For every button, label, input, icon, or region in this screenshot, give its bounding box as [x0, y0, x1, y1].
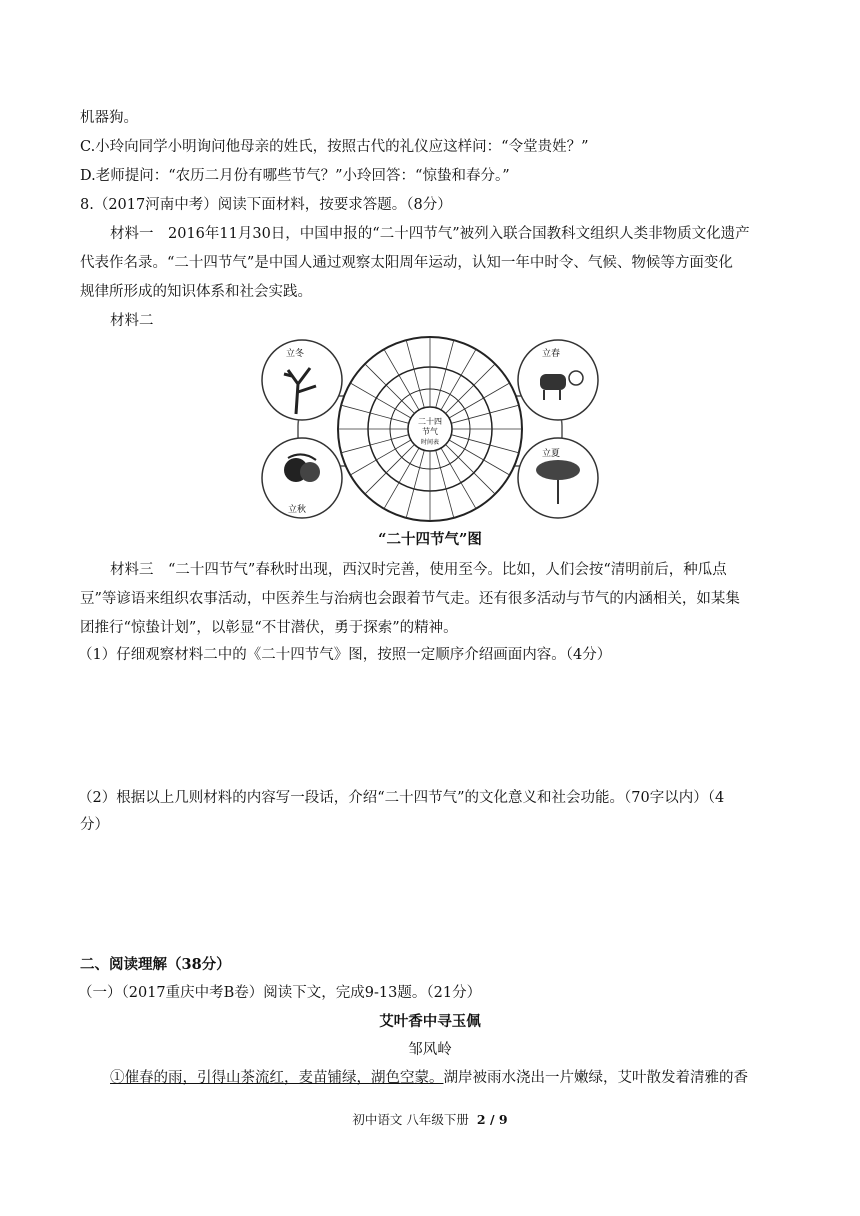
footer-page-number: 2 / 9	[476, 1112, 508, 1127]
option-c: C.小玲向同学小明询问他母亲的姓氏，按照古代的礼仪应这样问：“令堂贵姓？”	[80, 139, 589, 155]
label-lichun: 立春	[542, 348, 561, 358]
material-3-line-2: 豆”等谚语来组织农事活动，中医养生与治病也会跟着节气走。还有很多活动与节气的内涵相关，如某集	[80, 591, 740, 607]
underlined-sentence: ①催春的雨，引得山茶流红，麦苗铺绿，湖色空蒙。	[110, 1070, 444, 1086]
center-label-top: 二十四	[418, 417, 442, 426]
question-8-1: （1）仔细观察材料二中的《二十四节气》图，按照一定顺序介绍画面内容。（4分）	[78, 647, 612, 663]
article-title: 艾叶香中寻玉佩	[379, 1013, 481, 1030]
article-paragraph-1	[110, 1068, 748, 1088]
question-8-2-cont: 分）	[80, 817, 109, 833]
material-3-line-1: 材料三 “二十四节气”春秋时出现，西汉时完善，使用至今。比如，人们会按“清明前后，种瓜点	[110, 562, 727, 578]
material-3-line-3: 团推行“惊蛰计划”，以彰显“不甘潜伏，勇于探索”的精神。	[80, 620, 458, 636]
material-1-line-1: 材料一 2016年11月30日，中国申报的“二十四节气”被列入联合国教科文组织人类非物质文化遗产	[110, 226, 750, 242]
solar-terms-wheel	[338, 337, 522, 521]
question-8-2: （2）根据以上几则材料的内容写一段话，介绍“二十四节气”的文化意义和社会功能。（70字以内）（4	[78, 790, 725, 806]
section-title: 二、阅读理解（38分）	[80, 956, 231, 973]
option-d: D.老师提问：“农历二月份有哪些节气？”小玲回答：“惊蛰和春分。”	[80, 168, 510, 184]
label-lixia: 立夏	[542, 448, 561, 458]
question-8-title: 8.（2017河南中考）阅读下面材料，按要求答题。（8分）	[80, 197, 452, 213]
figure-caption: “二十四节气”图	[378, 531, 482, 548]
label-liqiu: 立秋	[288, 504, 307, 514]
label-lidong: 立冬	[286, 348, 305, 358]
page-footer	[0, 1110, 860, 1128]
center-label-bottom: 时间表	[420, 440, 440, 446]
material-1-line-3: 规律所形成的知识体系和社会实践。	[80, 284, 312, 300]
center-label-mid: 节气	[422, 427, 438, 436]
line-1: 机器狗。	[80, 110, 138, 126]
material-1-line-2: 代表作名录。“二十四节气”是中国人通过观察太阳周年运动，认知一年中时令、气候、物候等方面变化	[80, 255, 733, 271]
solar-terms-figure	[258, 334, 602, 524]
footer-subject: 初中语文 八年级下册	[352, 1112, 469, 1127]
article-author: 邹风岭	[408, 1042, 452, 1058]
material-2-label: 材料二	[110, 313, 154, 329]
paragraph-rest: 湖岸被雨水浇出一片嫩绿，艾叶散发着清雅的香	[443, 1070, 748, 1086]
reading-intro: （一）（2017重庆中考B卷）阅读下文，完成9-13题。（21分）	[78, 985, 482, 1001]
